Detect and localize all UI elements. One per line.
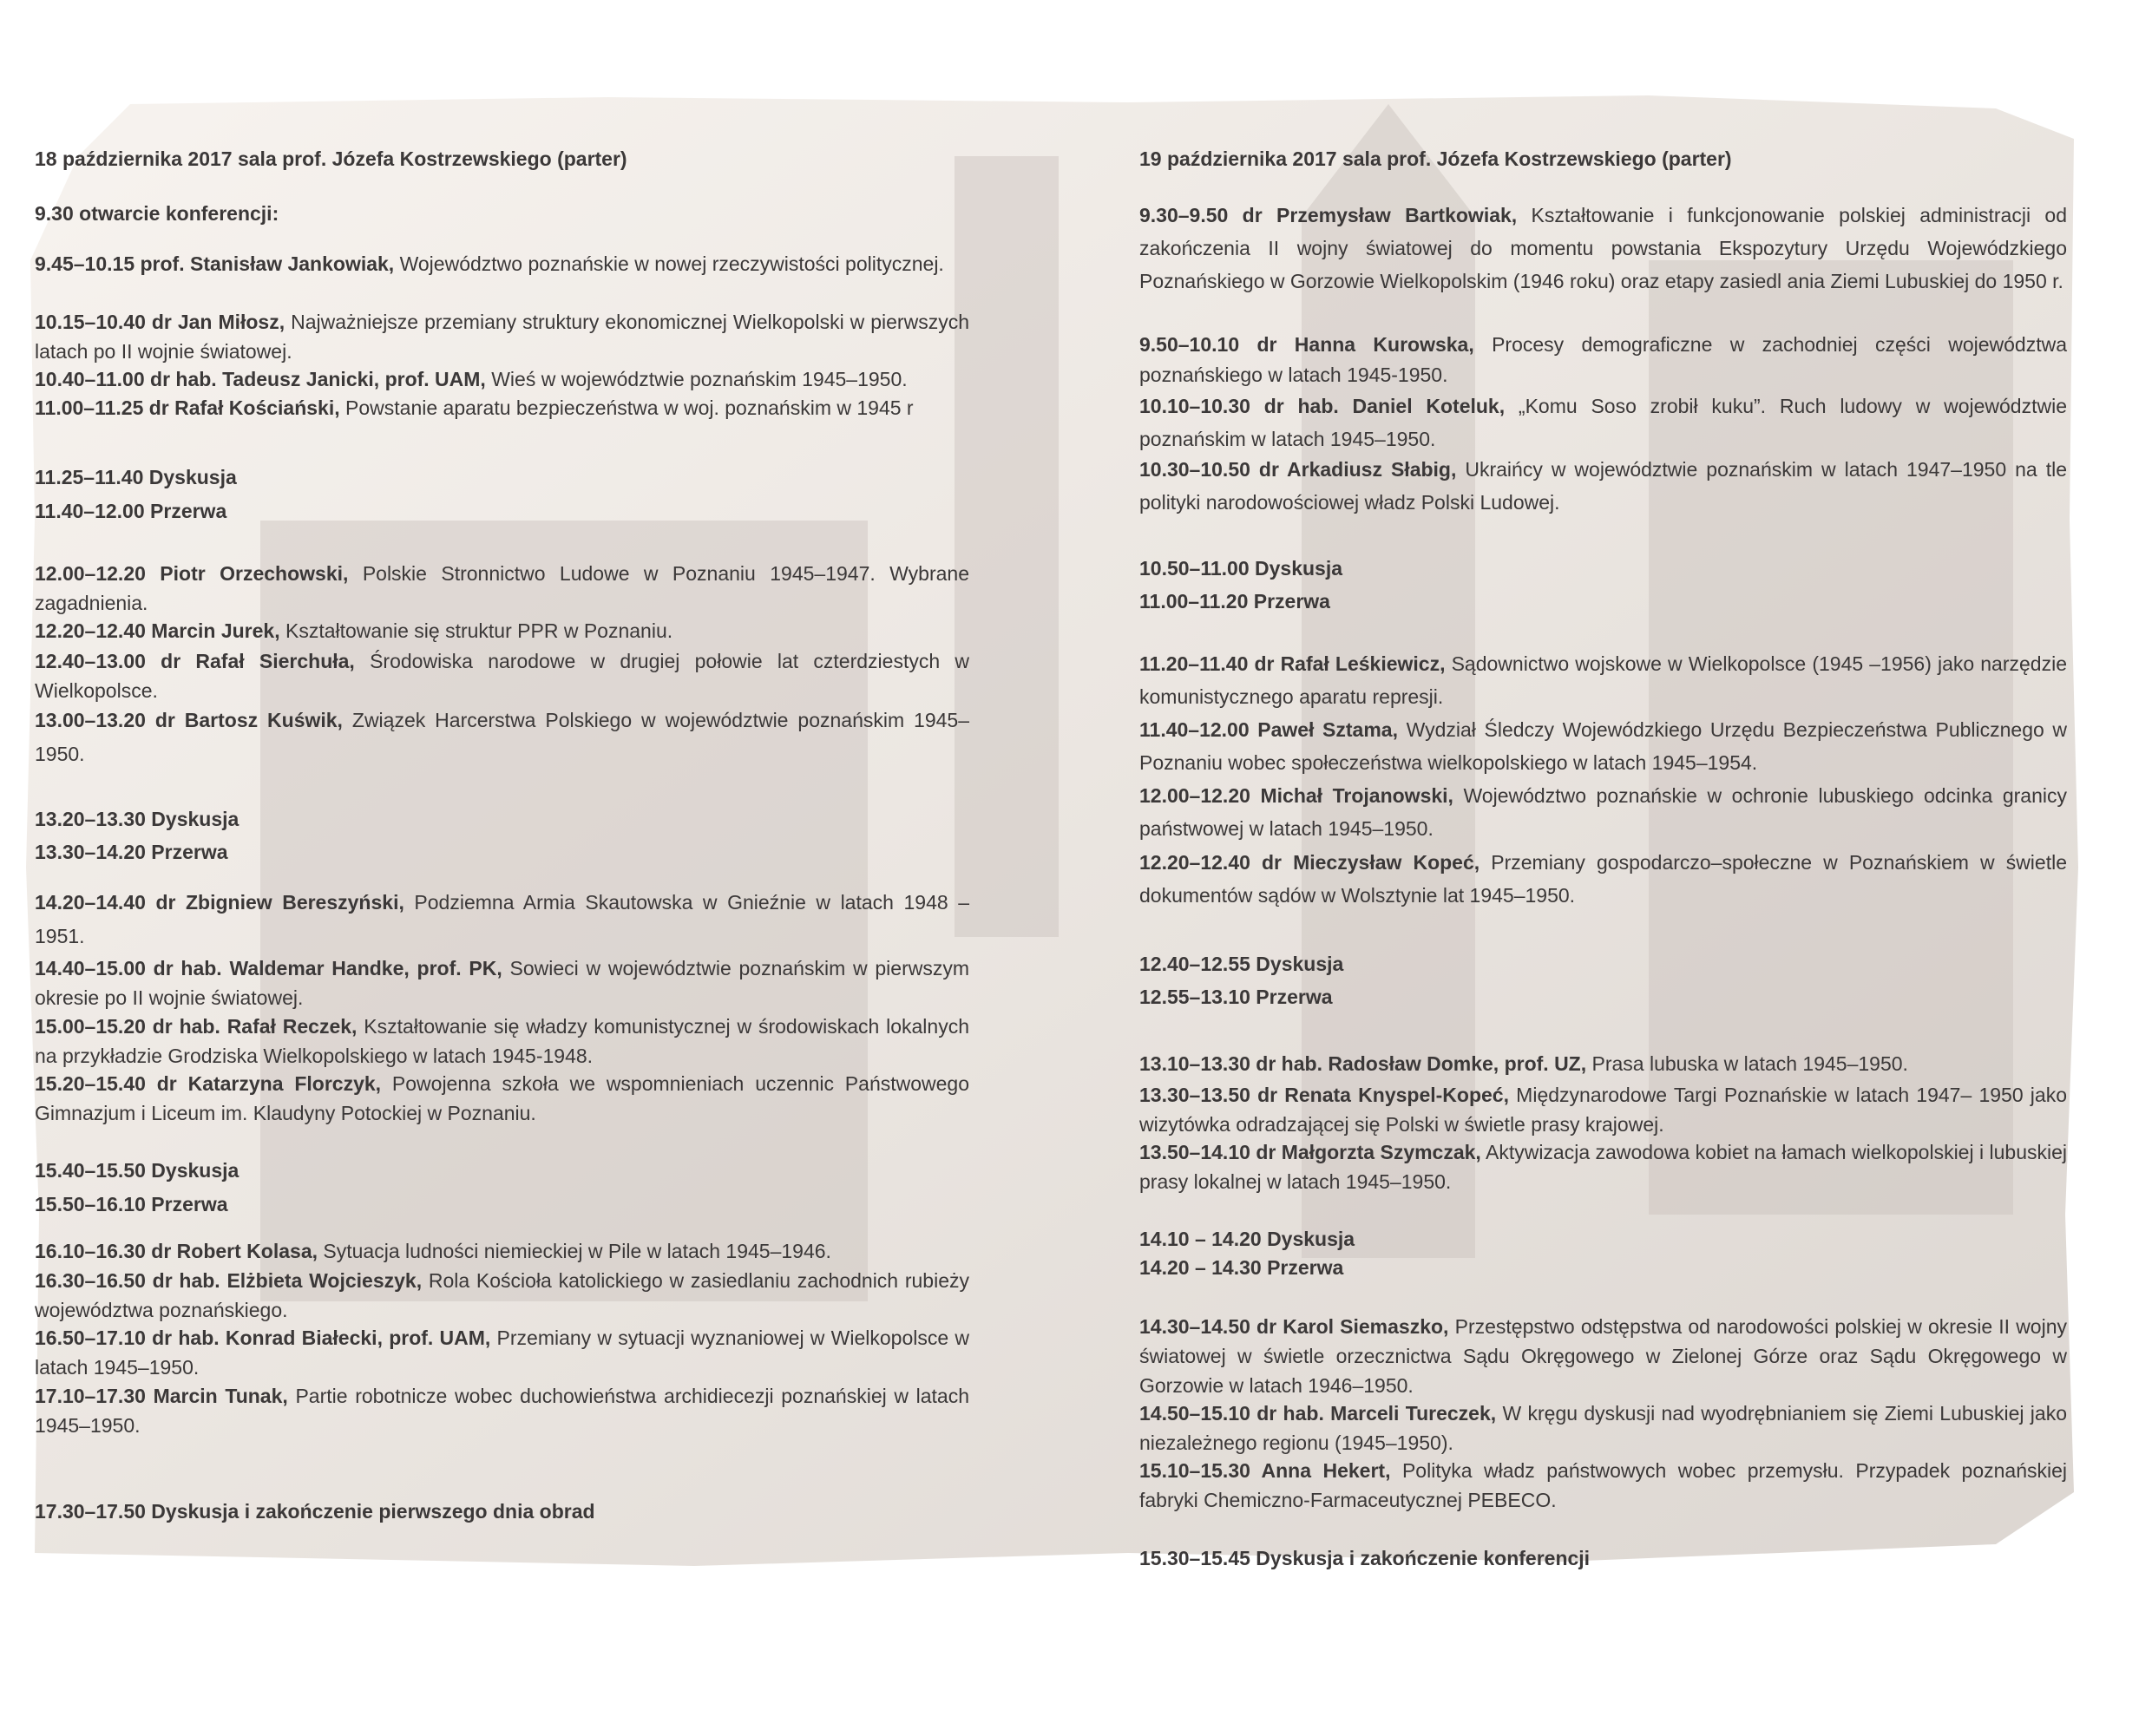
schedule-item [35,364,969,394]
time-and-speaker: 16.30–16.50 dr hab. Elżbieta Wojcieszyk, [35,1269,423,1292]
time-and-speaker: 9.45–10.15 prof. Stanisław Jankowiak, [35,252,395,275]
time-and-speaker: 13.30–13.50 dr Renata Knyspel-Kopeć, [1139,1084,1509,1106]
time-and-speaker: 10.30–10.50 dr Arkadiusz Słabig, [1139,458,1457,481]
talk-title: Polityka władz państwowych wobec przemysłu. Przypadek poznańskiej fabryki Chemiczno-Farmaceutycznej PEBECO. [1139,1459,2068,1511]
time-and-speaker: 15.10–15.30 Anna Hekert, [1139,1459,1391,1482]
time-and-speaker: 13.30–14.20 Przerwa [35,841,228,863]
time-and-speaker: 9.50–10.10 dr Hanna Kurowska, [1139,333,1474,356]
schedule-item [1139,1137,2067,1196]
schedule-break [35,1154,969,1187]
time-and-speaker: 14.20 – 14.30 Przerwa [1139,1256,1344,1279]
time-and-speaker: 10.50–11.00 Dyskusja [1139,557,1343,580]
time-and-speaker: 9.30 otwarcie konferencji: [35,202,279,225]
time-and-speaker: 11.40–12.00 Paweł Sztama, [1139,718,1398,741]
time-and-speaker: 13.00–13.20 dr Bartosz Kuświk, [35,709,343,731]
schedule-item [35,559,969,618]
talk-title: Powojenna szkoła we wspomnieniach uczennic Państwowego Gimnazjum i Liceum im. Klaudyny Potockiej w Poznaniu. [35,1072,970,1124]
schedule-item [1139,199,2067,298]
schedule-item [1139,453,2067,519]
time-and-speaker: 10.10–10.30 dr hab. Daniel Koteluk, [1139,395,1506,417]
talk-title: Środowiska narodowe w drugiej połowie lat czterdziestych w Wielkopolsce. [35,650,969,702]
schedule-item [1139,647,2067,713]
talk-title: Polskie Stronnictwo Ludowe w Poznaniu 1945–1947. Wybrane zagadnienia. [35,562,969,614]
schedule-break [35,1188,969,1221]
schedule-item [1139,330,2067,390]
time-and-speaker: 15.40–15.50 Dyskusja [35,1159,239,1182]
schedule-item [1139,1456,2067,1515]
talk-title: Partie robotnicze wobec duchowieństwa archidiecezji poznańskiej w latach 1945–1950. [35,1385,970,1437]
time-and-speaker: 12.00–12.20 Piotr Orzechowski, [35,562,349,585]
schedule-break [1139,1224,2067,1254]
schedule-item [35,1012,969,1071]
day-1-heading: 18 października 2017 sala prof. Józefa Kostrzewskiego (parter) [35,147,627,170]
schedule-break [35,802,969,835]
time-and-speaker: 11.20–11.40 dr Rafał Leśkiewicz, [1139,652,1446,675]
schedule-item [35,1323,969,1382]
schedule-item [35,886,969,953]
talk-title: Kształtowanie i funkcjonowanie polskiej administracji od zakończenia II wojny światowej do momentu powstania Ekspozytury Urzędu Wojewódzkiego Poznańskiego w Gorzowie Wielkopolskim (1946 roku) oraz etapy zasiedl ania Ziemi Lubuskiej do 1950 r. [1139,204,2067,292]
schedule-break [35,495,969,527]
talk-title: Aktywizacja zawodowa kobiet na łamach wielkopolskiej i lubuskiej prasy lokalnej w latach 1945–1950. [1139,1141,2068,1193]
talk-title: Sowieci w województwie poznańskim w pierwszym okresie po II wojnie światowej. [35,957,969,1009]
talk-title: Wieś w województwie poznańskim 1945–1950. [491,368,908,390]
talk-title: Przemiany gospodarczo–społeczne w Poznańskiem w świetle dokumentów sądów w Wolsztynie lat 1945–1950. [1139,851,2067,907]
schedule-item [35,646,969,705]
talk-title: W kręgu dyskusji nad wyodrębnianiem się Ziemi Lubuskiej jako niezależnego regionu (1945–1950). [1139,1402,2067,1454]
schedule-item [1139,1080,2067,1139]
schedule-break [35,835,969,868]
time-and-speaker: 13.50–14.10 dr Małgorzta Szymczak, [1139,1141,1481,1163]
time-and-speaker: 11.40–12.00 Przerwa [35,500,227,522]
schedule-break [1139,947,2067,980]
time-and-speaker: 16.10–16.30 dr Robert Kolasa, [35,1240,318,1262]
time-and-speaker: 16.50–17.10 dr hab. Konrad Białecki, prof. UAM, [35,1327,491,1349]
schedule-item [1139,713,2067,779]
talk-title: Sądownictwo wojskowe w Wielkopolsce (1945 –1956) jako narzędzie komunistycznego aparatu represji. [1139,652,2067,708]
talk-title: Najważniejsze przemiany struktury ekonomicznej Wielkopolski w pierwszych latach po II wojnie światowej. [35,311,969,363]
schedule-break [35,461,969,494]
schedule-item [1139,779,2067,845]
schedule-item [35,307,969,366]
time-and-speaker: 14.20–14.40 dr Zbigniew Bereszyński, [35,891,404,914]
schedule-break [1139,980,2067,1013]
time-and-speaker: 14.40–15.00 dr hab. Waldemar Handke, prof. PK, [35,957,502,979]
schedule-break [1139,552,2067,585]
time-and-speaker: 17.30–17.50 Dyskusja i zakończenie pierwszego dnia obrad [35,1500,595,1523]
schedule-break [1139,1253,2067,1282]
time-and-speaker: 12.00–12.20 Michał Trojanowski, [1139,784,1453,807]
schedule-item [35,1266,969,1325]
schedule-break [35,1497,969,1526]
talk-title: Sytuacja ludności niemieckiej w Pile w latach 1945–1946. [323,1240,831,1262]
time-and-speaker: 14.10 – 14.20 Dyskusja [1139,1228,1355,1250]
schedule-item [35,249,969,278]
time-and-speaker: 13.10–13.30 dr hab. Radosław Domke, prof. UZ, [1139,1052,1587,1075]
time-and-speaker: 12.40–13.00 dr Rafał Sierchuła, [35,650,355,672]
time-and-speaker: 12.40–12.55 Dyskusja [1139,953,1344,975]
time-and-speaker: 15.00–15.20 dr hab. Rafał Reczek, [35,1015,358,1038]
talk-title: Powstanie aparatu bezpieczeństwa w woj. poznańskim w 1945 r [345,396,914,419]
talk-title: Województwo poznańskie w nowej rzeczywistości politycznej. [399,252,944,275]
talk-title: Rola Kościoła katolickiego w zasiedlaniu zachodnich rubieży województwa poznańskiego. [35,1269,969,1321]
time-and-speaker: 15.50–16.10 Przerwa [35,1193,228,1215]
schedule-item [35,393,969,423]
time-and-speaker: 9.30–9.50 dr Przemysław Bartkowiak, [1139,204,1518,226]
talk-title: Podziemna Armia Skautowska w Gnieźnie w latach 1948 – 1951. [35,891,970,947]
time-and-speaker: 15.20–15.40 dr Katarzyna Florczyk, [35,1072,382,1095]
schedule-break [1139,585,2067,618]
time-and-speaker: 10.15–10.40 dr Jan Miłosz, [35,311,285,333]
schedule-item [35,953,969,1012]
talk-title: Międzynarodowe Targi Poznańskie w latach 1947– 1950 jako wizytówka odradzającej się Polski w świetle prasy krajowej. [1139,1084,2067,1136]
time-and-speaker: 10.40–11.00 dr hab. Tadeusz Janicki, prof. UAM, [35,368,486,390]
talk-title: Ukraińcy w województwie poznańskim w latach 1947–1950 na tle polityki narodowościowej władz Polski Ludowej. [1139,458,2067,514]
time-and-speaker: 12.20–12.40 dr Mieczysław Kopeć, [1139,851,1480,874]
time-and-speaker: 11.25–11.40 Dyskusja [35,466,237,488]
talk-title: Kształtowanie się władzy komunistycznej w środowiskach lokalnych na przykładzie Grodziska Wielkopolskiego w latach 1945-1948. [35,1015,970,1067]
time-and-speaker: 11.00–11.20 Przerwa [1139,590,1330,613]
time-and-speaker: 15.30–15.45 Dyskusja i zakończenie konferencji [1139,1547,1591,1569]
schedule-item [1139,1399,2067,1458]
talk-title: Wydział Śledczy Wojewódzkiego Urzędu Bezpieczeństwa Publicznego w Poznaniu wobec społeczeństwa wielkopolskiego w latach 1945–1954. [1139,718,2068,774]
schedule-item [35,1236,969,1266]
talk-title: Związek Harcerstwa Polskiego w województwie poznańskim 1945–1950. [35,709,970,765]
talk-title: Przestępstwo odstępstwa od narodowości polskiej w okresie II wojny światowej w świetle orzecznictwa Sądu Okręgowego w Zielonej Górze oraz Sądu Okręgowego w Gorzowie w latach 1946–1950. [1139,1315,2068,1397]
schedule-item [1139,390,2067,455]
time-and-speaker: 13.20–13.30 Dyskusja [35,808,239,830]
talk-title: Przemiany w sytuacji wyznaniowej w Wielkopolsce w latach 1945–1950. [35,1327,969,1379]
schedule-item [35,704,969,771]
time-and-speaker: 17.10–17.30 Marcin Tunak, [35,1385,288,1407]
talk-title: „Komu Soso zrobił kuku”. Ruch ludowy w województwie poznańskim w latach 1945–1950. [1139,395,2067,450]
time-and-speaker: 11.00–11.25 dr Rafał Kościański, [35,396,340,419]
time-and-speaker: 14.50–15.10 dr hab. Marceli Tureczek, [1139,1402,1497,1425]
day-2-heading: 19 października 2017 sala prof. Józefa Kostrzewskiego (parter) [1139,147,1732,170]
time-and-speaker: 14.30–14.50 dr Karol Siemaszko, [1139,1315,1449,1338]
talk-title: Prasa lubuska w latach 1945–1950. [1591,1052,1908,1075]
schedule-item [35,616,969,645]
talk-title: Kształtowanie się struktur PPR w Poznaniu. [285,619,673,642]
schedule-item [1139,846,2067,912]
schedule-item [1139,1312,2067,1400]
schedule-break [35,199,969,228]
schedule-item [35,1069,969,1128]
talk-title: Procesy demograficzne w zachodniej części województwa poznańskiego w latach 1945-1950. [1139,333,2068,386]
talk-title: Województwo poznańskie w ochronie lubuskiego odcinka granicy państwowej w latach 1945–1950. [1139,784,2067,840]
time-and-speaker: 12.55–13.10 Przerwa [1139,986,1333,1008]
schedule-break [1139,1543,2067,1573]
schedule-item [35,1381,969,1440]
time-and-speaker: 12.20–12.40 Marcin Jurek, [35,619,280,642]
schedule-item [1139,1047,2067,1080]
